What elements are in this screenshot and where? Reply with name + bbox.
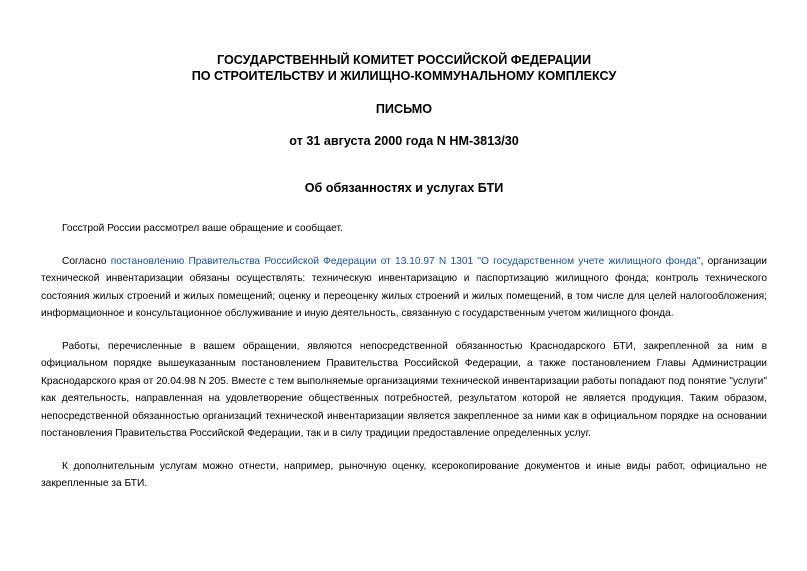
document-page [41,0,767,571]
document-date-number: от 31 августа 2000 года N НМ-3813/30 [289,134,519,148]
document-type: ПИСЬМО [375,102,433,116]
org-name-line1: ГОСУДАРСТВЕННЫЙ КОМИТЕТ РОССИЙСКОЙ ФЕДЕРАЦИИ [216,53,592,67]
document-subject: Об обязанностях и услугах БТИ [304,181,504,195]
paragraph-intro: Госстрой России рассмотрел ваше обращение и сообщает. [62,223,343,234]
document-body [41,220,767,508]
paragraph-obligations-rest: , организации технической инвентаризации обязаны осуществлять: техническую инвентаризацию и паспортизацию жилищного фонда; контроль технического состояния жилых строений и жилых помещений; оценку и переоценку жилых строений и жилых помещений, в том числе для целей налогообложения; информационное и консультационное обслуживание и иную деятельность, связанную с государственным учетом жилищного фонда. [41,255,767,319]
paragraph-services: Работы, перечисленные в вашем обращении, являются непосредственной обязанностью Краснодарского БТИ, закрепленной за ним в официальном порядке вышеуказанным постановлением Правительства Российской Федерации, а также постановлением Главы Администрации Краснодарского края от 20.04.98 N 205. Вместе с тем выполняемые организациями технической инвентаризации работы попадают под понятие "услуги" как деятельность, направленная на удовлетворение общественных потребностей, результатом которой не является продукция. Таким образом, непосредственной обязанностью организаций технической инвентаризации является закрепленное за ними как в официальном порядке на основании постановления Правительства Российской Федерации, так и в силу традиции предоставление определенных услуг. [41,340,767,439]
decree-1301-link[interactable]: постановлению Правительства Российской Федерации от 13.10.97 N 1301 "О государственном учете жилищного фонда" [110,255,701,267]
paragraph-obligations-prefix: Согласно [62,255,111,267]
paragraph-additional-services: К дополнительным услугам можно отнести, например, рыночную оценку, ксерокопирование документов и иные виды работ, официально не закрепленные за БТИ. [41,460,767,489]
paragraph-obligations [41,253,767,323]
org-name-line2: ПО СТРОИТЕЛЬСТВУ И ЖИЛИЩНО-КОММУНАЛЬНОМУ КОМПЛЕКСУ [191,69,617,83]
issuing-organization [41,52,767,84]
